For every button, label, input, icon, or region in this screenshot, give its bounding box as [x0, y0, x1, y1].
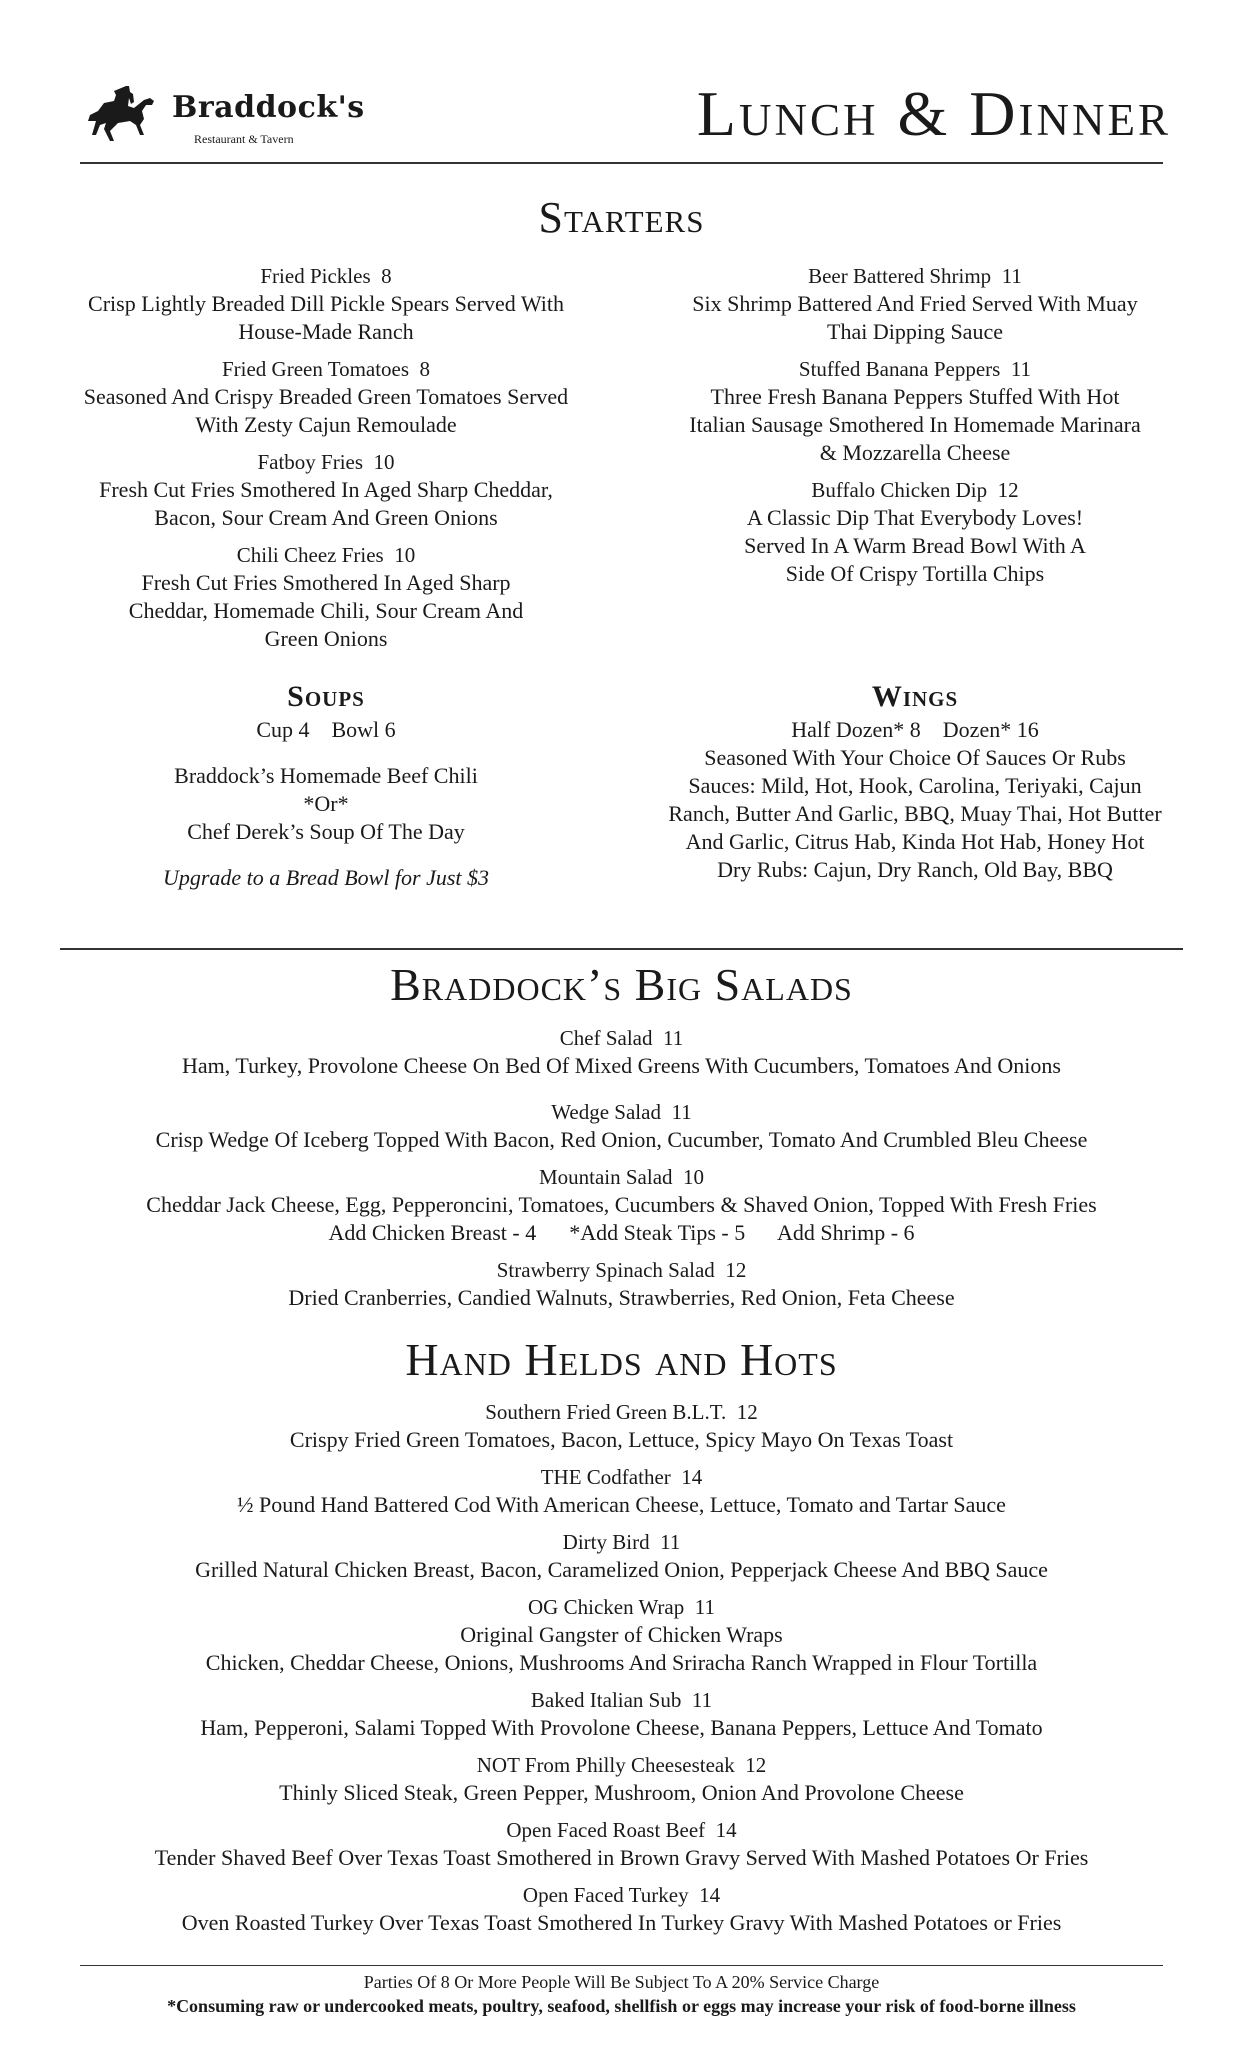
menu-item — [82, 355, 570, 439]
sauces-label: Sauces: — [688, 773, 756, 798]
item-name: Wedge Salad — [551, 1100, 661, 1124]
menu-item — [40, 1751, 1203, 1807]
item-description: Dried Cranberries, Candied Walnuts, Strawberries, Red Onion, Feta Cheese — [288, 1285, 955, 1310]
item-description: Cheddar Jack Cheese, Egg, Pepperoncini, Tomatoes, Cucumbers & Shaved Onion, Topped With Fresh Fries — [146, 1192, 1097, 1217]
wings-title: Wings — [871, 680, 959, 713]
item-description: Seasoned And Crispy Breaded Green Tomatoes Served With Zesty Cajun Remoulade — [83, 384, 569, 437]
item-description: Chicken, Cheddar Cheese, Onions, Mushrooms And Sriracha Ranch Wrapped in Flour Tortilla — [205, 1650, 1038, 1675]
soups-title: Soups — [287, 680, 365, 713]
item-name: Dirty Bird — [562, 1530, 650, 1554]
item-price: 11 — [663, 1026, 684, 1050]
item-description: Fresh Cut Fries Smothered In Aged Sharp Cheddar, Bacon, Sour Cream And Green Onions — [99, 477, 553, 530]
horse-rider-icon — [82, 82, 174, 152]
item-description: Grilled Natural Chicken Breast, Bacon, Caramelized Onion, Pepperjack Cheese And BBQ Sauce — [195, 1557, 1048, 1582]
item-description: ½ Pound Hand Battered Cod With American Cheese, Lettuce, Tomato and Tartar Sauce — [237, 1492, 1006, 1517]
menu-item — [82, 448, 570, 532]
item-name: Fatboy Fries — [257, 450, 364, 474]
soup-or: *Or* — [303, 791, 349, 816]
item-price: 12 — [997, 478, 1019, 502]
item-price: 12 — [736, 1400, 758, 1424]
soup-chili: Braddock’s Homemade Beef Chili — [174, 763, 478, 788]
wing-sizes: Half Dozen* 8 Dozen* 16 — [791, 717, 1039, 742]
item-name: Baked Italian Sub — [530, 1688, 682, 1712]
item-name: THE Codfather — [540, 1465, 671, 1489]
item-description: Thinly Sliced Steak, Green Pepper, Mushroom, Onion And Provolone Cheese — [279, 1780, 964, 1805]
item-price: 10 — [394, 543, 416, 567]
salads-divider — [60, 948, 1183, 950]
item-price: 12 — [725, 1258, 747, 1282]
wing-sauces — [660, 772, 1170, 856]
item-price: 11 — [691, 1688, 713, 1712]
item-name: Buffalo Chicken Dip — [811, 478, 988, 502]
menu-item — [680, 355, 1150, 467]
item-description: A Classic Dip That Everybody Loves! Served In A Warm Bread Bowl With A Side Of Crispy Tortilla Chips — [744, 505, 1086, 586]
footer — [40, 1970, 1203, 2018]
menu-item — [82, 262, 570, 346]
menu-item — [40, 1256, 1203, 1312]
rubs-list: Cajun, Dry Ranch, Old Bay, BBQ — [813, 857, 1113, 882]
item-name: Fried Pickles — [260, 264, 371, 288]
item-price: 8 — [381, 264, 392, 288]
item-name: Open Faced Turkey — [522, 1883, 689, 1907]
soup-sizes: Cup 4 Bowl 6 — [256, 717, 396, 742]
item-price: 11 — [671, 1100, 692, 1124]
item-description: Ham, Pepperoni, Salami Topped With Provolone Cheese, Banana Peppers, Lettuce And Tomato — [200, 1715, 1043, 1740]
item-description: Fresh Cut Fries Smothered In Aged Sharp Cheddar, Homemade Chili, Sour Cream And Green Onions — [128, 570, 524, 651]
soups-section — [82, 682, 570, 892]
wing-rubs — [660, 856, 1170, 884]
menu-item — [40, 1816, 1203, 1872]
salads-list — [40, 1024, 1203, 1330]
wings-section — [660, 682, 1170, 884]
handhelds-title: Hand Helds and Hots — [405, 1334, 838, 1385]
starters-right-column — [680, 262, 1150, 597]
item-price: 14 — [715, 1818, 737, 1842]
item-description: Tender Shaved Beef Over Texas Toast Smothered in Brown Gravy Served With Mashed Potatoes Or Fries — [154, 1845, 1089, 1870]
item-price: 11 — [694, 1595, 715, 1619]
starters-left-column — [82, 262, 570, 662]
item-description: Ham, Turkey, Provolone Cheese On Bed Of Mixed Greens With Cucumbers, Tomatoes And Onions — [182, 1053, 1061, 1078]
logo — [82, 82, 365, 152]
menu-item — [40, 1463, 1203, 1519]
soup-of-the-day: Chef Derek’s Soup Of The Day — [187, 819, 465, 844]
item-price: 10 — [683, 1165, 705, 1189]
logo-subtitle: Restaurant & Tavern — [194, 132, 294, 146]
food-safety-warning: *Consuming raw or undercooked meats, poultry, seafood, shellfish or eggs may increase your risk of food-borne illness — [167, 1996, 1076, 2016]
item-name: OG Chicken Wrap — [528, 1595, 685, 1619]
item-price: 11 — [1010, 357, 1032, 381]
item-price: 11 — [1001, 264, 1022, 288]
bread-bowl-upgrade: Upgrade to a Bread Bowl for Just $3 — [162, 865, 490, 890]
item-price: 12 — [745, 1753, 767, 1777]
item-name: Mountain Salad — [538, 1165, 673, 1189]
menu-item — [40, 1024, 1203, 1080]
item-price: 14 — [681, 1465, 703, 1489]
sauces-list: Mild, Hot, Hook, Carolina, Teriyaki, Cajun Ranch, Butter And Garlic, BBQ, Muay Thai, Hot Butter And Garlic, Citrus Hab, Kinda Hot Hab, Honey Hot — [668, 773, 1162, 854]
starters-title: Starters — [538, 193, 705, 242]
menu-item — [680, 262, 1150, 346]
page-title: Lunch & Dinner — [696, 78, 1171, 149]
salad-add-ons: Add Chicken Breast - 4 *Add Steak Tips - 5 Add Shrimp - 6 — [328, 1220, 915, 1245]
item-price: 11 — [660, 1530, 681, 1554]
wing-seasoning: Seasoned With Your Choice Of Sauces Or Rubs — [704, 745, 1126, 770]
footer-divider — [80, 1965, 1163, 1966]
item-name: Open Faced Roast Beef — [506, 1818, 706, 1842]
menu-item — [40, 1163, 1203, 1247]
menu-item — [40, 1593, 1203, 1677]
item-description: Six Shrimp Battered And Fried Served With Muay Thai Dipping Sauce — [692, 291, 1138, 344]
menu-item — [40, 1528, 1203, 1584]
item-price: 10 — [373, 450, 395, 474]
item-name: Stuffed Banana Peppers — [798, 357, 1001, 381]
item-name: Chili Cheez Fries — [236, 543, 384, 567]
item-name: Beer Battered Shrimp — [808, 264, 992, 288]
service-charge-note: Parties Of 8 Or More People Will Be Subject To A 20% Service Charge — [363, 1972, 880, 1992]
item-description: Crisp Lightly Breaded Dill Pickle Spears Served With House-Made Ranch — [88, 291, 564, 344]
handhelds-list — [40, 1398, 1203, 1946]
menu-item — [82, 541, 570, 653]
logo-name: Braddock's — [172, 90, 365, 125]
item-name: NOT From Philly Cheesesteak — [476, 1753, 735, 1777]
item-tagline: Original Gangster of Chicken Wraps — [460, 1622, 783, 1647]
item-description: Crisp Wedge Of Iceberg Topped With Bacon, Red Onion, Cucumber, Tomato And Crumbled Bleu Cheese — [155, 1127, 1088, 1152]
item-description: Oven Roasted Turkey Over Texas Toast Smothered In Turkey Gravy With Mashed Potatoes or Fries — [181, 1910, 1062, 1935]
header-divider — [80, 162, 1163, 164]
menu-item — [40, 1881, 1203, 1937]
item-description: Crispy Fried Green Tomatoes, Bacon, Lettuce, Spicy Mayo On Texas Toast — [289, 1427, 954, 1452]
item-name: Southern Fried Green B.L.T. — [485, 1400, 727, 1424]
menu-item — [680, 476, 1150, 588]
menu-item — [40, 1098, 1203, 1154]
menu-item — [40, 1686, 1203, 1742]
item-name: Strawberry Spinach Salad — [496, 1258, 715, 1282]
item-price: 14 — [699, 1883, 721, 1907]
item-name: Fried Green Tomatoes — [221, 357, 410, 381]
item-description: Three Fresh Banana Peppers Stuffed With Hot Italian Sausage Smothered In Homemade Marinara & Mozzarella Cheese — [689, 384, 1141, 465]
menu-item — [40, 1398, 1203, 1454]
salads-title: Braddock’s Big Salads — [390, 959, 853, 1010]
item-price: 8 — [419, 357, 431, 381]
rubs-label: Dry Rubs: — [717, 857, 809, 882]
item-name: Chef Salad — [559, 1026, 653, 1050]
